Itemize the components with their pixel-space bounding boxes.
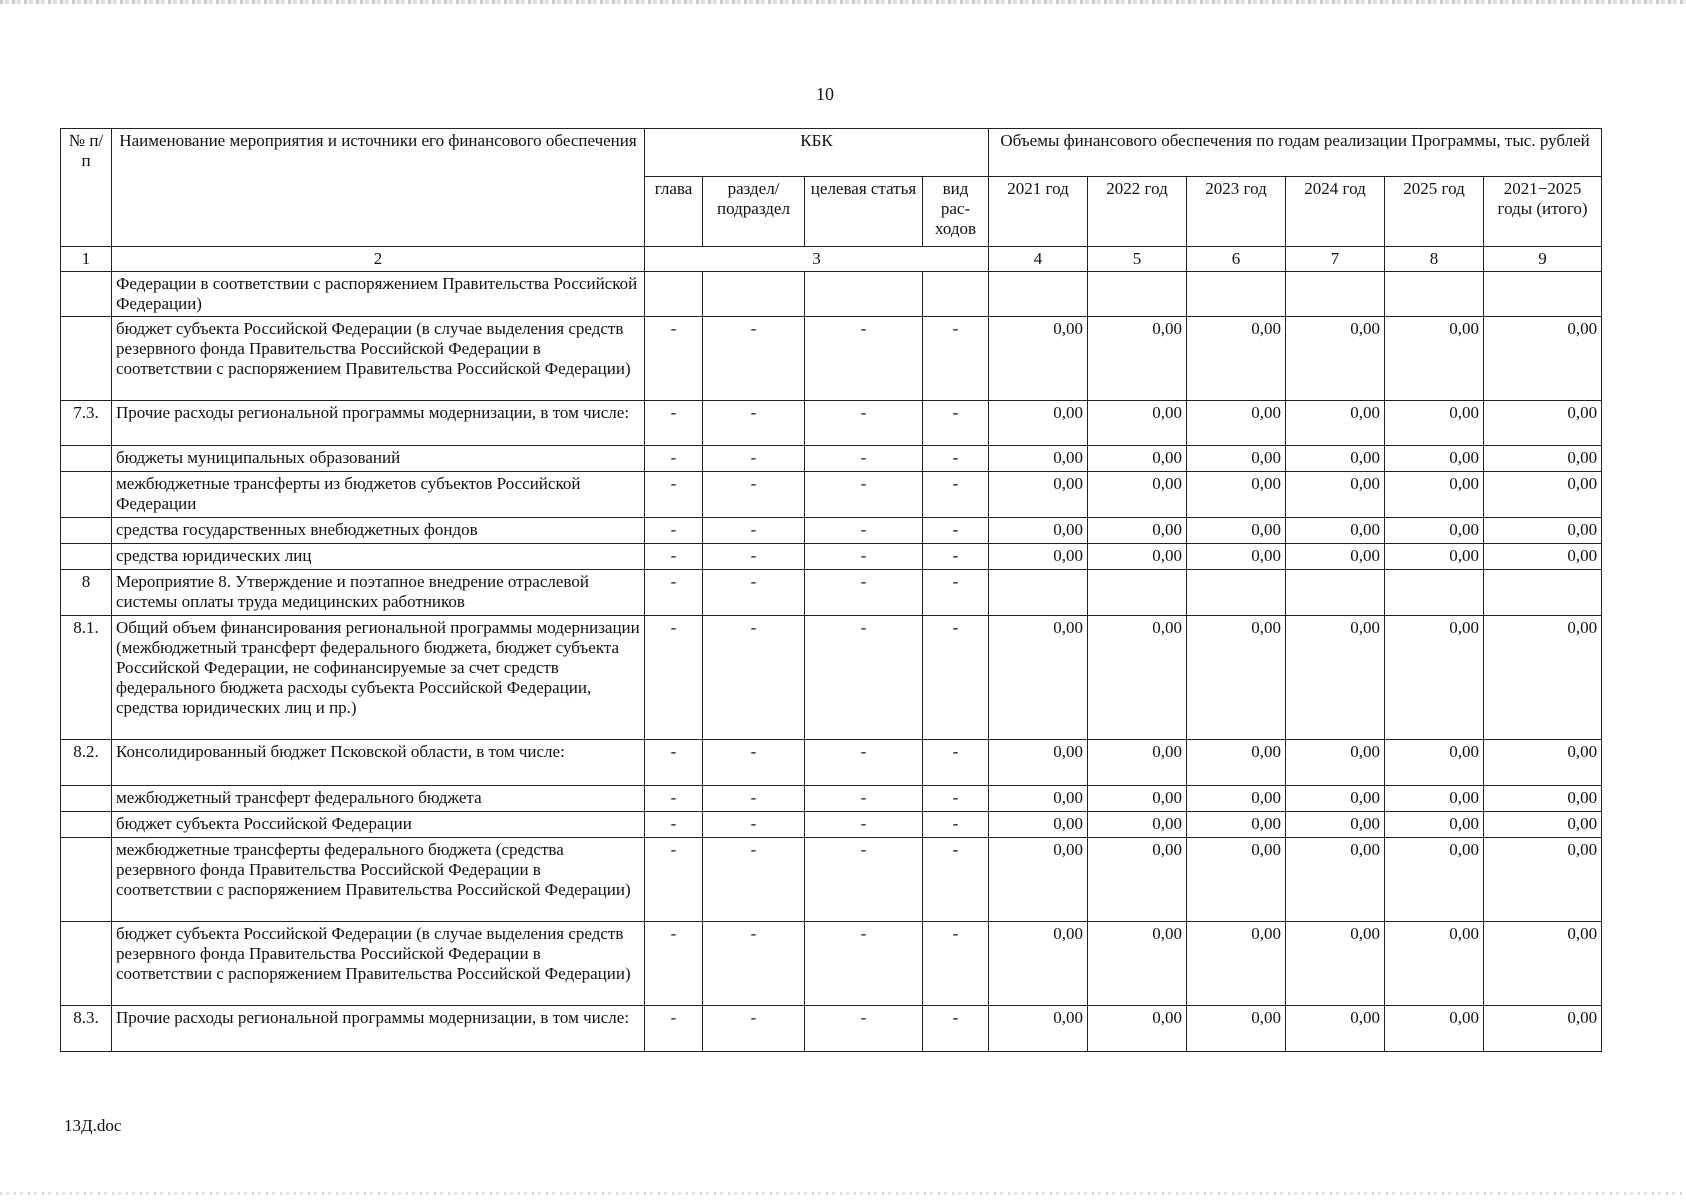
header-kbk: КБК	[645, 129, 989, 177]
kbk-chapter-cell: -	[645, 518, 703, 544]
value-2024: 0,00	[1286, 740, 1385, 786]
header-year-2021: 2021 год	[989, 177, 1088, 247]
value-total: 0,00	[1484, 922, 1602, 1006]
value-2021: 0,00	[989, 740, 1088, 786]
kbk-section-cell: -	[703, 616, 805, 740]
value-2023: 0,00	[1187, 317, 1286, 401]
row-name: Федерации в соответствии с распоряжением Правительства Российской Федерации)	[112, 272, 645, 317]
value-total: 0,00	[1484, 544, 1602, 570]
value-2025: 0,00	[1385, 1006, 1484, 1052]
header-kbk-section: раздел/ подраздел	[703, 177, 805, 247]
value-total	[1484, 570, 1602, 616]
kbk-section-cell: -	[703, 317, 805, 401]
value-2025: 0,00	[1385, 812, 1484, 838]
kbk-target-cell: -	[805, 518, 923, 544]
kbk-type-cell: -	[923, 616, 989, 740]
table-row	[61, 570, 1602, 616]
kbk-type-cell: -	[923, 401, 989, 446]
value-2023: 0,00	[1187, 838, 1286, 922]
row-number: 8.1.	[61, 616, 112, 740]
value-2025: 0,00	[1385, 616, 1484, 740]
value-total: 0,00	[1484, 838, 1602, 922]
row-name: бюджет субъекта Российской Федерации (в случае выделения средств резервного фонда Правительства Российской Федерации в соответствии с распоряжением Правительства Российской Федерации)	[112, 317, 645, 401]
value-2022: 0,00	[1088, 838, 1187, 922]
kbk-type-cell: -	[923, 472, 989, 518]
row-name: Мероприятие 8. Утверждение и поэтапное внедрение отраслевой системы оплаты труда медицинских работников	[112, 570, 645, 616]
value-2022: 0,00	[1088, 317, 1187, 401]
value-2022: 0,00	[1088, 472, 1187, 518]
index-cell: 7	[1286, 247, 1385, 272]
row-name: межбюджетный трансферт федерального бюджета	[112, 786, 645, 812]
value-total: 0,00	[1484, 401, 1602, 446]
value-total: 0,00	[1484, 317, 1602, 401]
index-cell: 6	[1187, 247, 1286, 272]
kbk-type-cell: -	[923, 812, 989, 838]
kbk-section-cell: -	[703, 812, 805, 838]
kbk-target-cell: -	[805, 740, 923, 786]
kbk-type-cell: -	[923, 922, 989, 1006]
row-name: межбюджетные трансферты федерального бюджета (средства резервного фонда Правительства Российской Федерации в соответствии с распоряжением Правительства Российской Федерации)	[112, 838, 645, 922]
table-row	[61, 838, 1602, 922]
value-2023: 0,00	[1187, 922, 1286, 1006]
row-number	[61, 317, 112, 401]
value-2021: 0,00	[989, 317, 1088, 401]
value-2024: 0,00	[1286, 518, 1385, 544]
kbk-section-cell: -	[703, 838, 805, 922]
value-total: 0,00	[1484, 446, 1602, 472]
index-cell: 9	[1484, 247, 1602, 272]
row-name: бюджеты муниципальных образований	[112, 446, 645, 472]
kbk-chapter-cell: -	[645, 812, 703, 838]
kbk-chapter-cell: -	[645, 740, 703, 786]
row-number	[61, 812, 112, 838]
kbk-section-cell	[703, 272, 805, 317]
kbk-target-cell: -	[805, 922, 923, 1006]
value-2021	[989, 570, 1088, 616]
kbk-target-cell: -	[805, 446, 923, 472]
row-name: Прочие расходы региональной программы модернизации, в том числе:	[112, 401, 645, 446]
header-no: № п/п	[61, 129, 112, 247]
row-number: 8	[61, 570, 112, 616]
value-2022: 0,00	[1088, 812, 1187, 838]
kbk-section-cell: -	[703, 922, 805, 1006]
kbk-type-cell: -	[923, 570, 989, 616]
value-2025: 0,00	[1385, 740, 1484, 786]
kbk-section-cell: -	[703, 472, 805, 518]
value-2022: 0,00	[1088, 544, 1187, 570]
index-cell: 4	[989, 247, 1088, 272]
kbk-target-cell: -	[805, 544, 923, 570]
kbk-section-cell: -	[703, 446, 805, 472]
kbk-chapter-cell: -	[645, 401, 703, 446]
row-name: средства государственных внебюджетных фондов	[112, 518, 645, 544]
value-2025: 0,00	[1385, 838, 1484, 922]
header-kbk-chapter: глава	[645, 177, 703, 247]
kbk-type-cell: -	[923, 446, 989, 472]
value-2021: 0,00	[989, 544, 1088, 570]
kbk-type-cell	[923, 272, 989, 317]
value-2025: 0,00	[1385, 518, 1484, 544]
value-2021: 0,00	[989, 838, 1088, 922]
value-total: 0,00	[1484, 1006, 1602, 1052]
kbk-section-cell: -	[703, 544, 805, 570]
kbk-type-cell: -	[923, 518, 989, 544]
value-2025: 0,00	[1385, 786, 1484, 812]
value-2021	[989, 272, 1088, 317]
kbk-chapter-cell: -	[645, 616, 703, 740]
row-number	[61, 446, 112, 472]
value-2024: 0,00	[1286, 401, 1385, 446]
value-2023: 0,00	[1187, 616, 1286, 740]
value-total: 0,00	[1484, 740, 1602, 786]
row-number: 8.3.	[61, 1006, 112, 1052]
value-2022	[1088, 570, 1187, 616]
header-year-2024: 2024 год	[1286, 177, 1385, 247]
value-total: 0,00	[1484, 518, 1602, 544]
value-2021: 0,00	[989, 616, 1088, 740]
row-name: бюджет субъекта Российской Федерации	[112, 812, 645, 838]
table-row	[61, 446, 1602, 472]
row-number	[61, 472, 112, 518]
kbk-chapter-cell	[645, 272, 703, 317]
row-number: 7.3.	[61, 401, 112, 446]
value-2021: 0,00	[989, 446, 1088, 472]
value-2022: 0,00	[1088, 1006, 1187, 1052]
row-number	[61, 786, 112, 812]
row-number: 8.2.	[61, 740, 112, 786]
scan-noise-bottom	[0, 1192, 1686, 1195]
value-2021: 0,00	[989, 922, 1088, 1006]
value-2023: 0,00	[1187, 544, 1286, 570]
header-volumes: Объемы финансового обеспечения по годам реализации Программы, тыс. рублей	[989, 129, 1602, 177]
value-total: 0,00	[1484, 812, 1602, 838]
table-row	[61, 544, 1602, 570]
value-2021: 0,00	[989, 812, 1088, 838]
value-2024: 0,00	[1286, 472, 1385, 518]
kbk-target-cell: -	[805, 472, 923, 518]
value-2024: 0,00	[1286, 838, 1385, 922]
value-2025	[1385, 272, 1484, 317]
value-2022: 0,00	[1088, 401, 1187, 446]
header-year-total: 2021−2025 годы (итого)	[1484, 177, 1602, 247]
header-year-2022: 2022 год	[1088, 177, 1187, 247]
value-2024: 0,00	[1286, 317, 1385, 401]
value-2025: 0,00	[1385, 401, 1484, 446]
value-2022: 0,00	[1088, 740, 1187, 786]
row-name: Общий объем финансирования региональной программы модернизации (межбюджетный трансферт федерального бюджета, бюджет субъекта Российской Федерации, не софинансируемые за счет средств федерального бюджета расходы субъекта Российской Федерации, средства юридических лиц и пр.)	[112, 616, 645, 740]
header-year-2023: 2023 год	[1187, 177, 1286, 247]
table-row	[61, 401, 1602, 446]
value-2023	[1187, 570, 1286, 616]
header-year-2025: 2025 год	[1385, 177, 1484, 247]
value-2023	[1187, 272, 1286, 317]
value-2022: 0,00	[1088, 922, 1187, 1006]
kbk-section-cell: -	[703, 786, 805, 812]
value-2025: 0,00	[1385, 446, 1484, 472]
kbk-type-cell: -	[923, 1006, 989, 1052]
table-row	[61, 272, 1602, 317]
index-cell: 2	[112, 247, 645, 272]
row-name: межбюджетные трансферты из бюджетов субъектов Российской Федерации	[112, 472, 645, 518]
value-2022: 0,00	[1088, 518, 1187, 544]
row-number	[61, 518, 112, 544]
kbk-chapter-cell: -	[645, 317, 703, 401]
kbk-chapter-cell: -	[645, 1006, 703, 1052]
header-kbk-target: целевая статья	[805, 177, 923, 247]
footer-filename: 13Д.doc	[64, 1116, 122, 1135]
index-cell: 8	[1385, 247, 1484, 272]
value-2024: 0,00	[1286, 786, 1385, 812]
value-2025: 0,00	[1385, 472, 1484, 518]
kbk-chapter-cell: -	[645, 446, 703, 472]
row-name: средства юридических лиц	[112, 544, 645, 570]
kbk-chapter-cell: -	[645, 544, 703, 570]
kbk-section-cell: -	[703, 570, 805, 616]
index-cell: 3	[645, 247, 989, 272]
kbk-target-cell	[805, 272, 923, 317]
kbk-type-cell: -	[923, 317, 989, 401]
row-number	[61, 838, 112, 922]
value-2023: 0,00	[1187, 740, 1286, 786]
value-2023: 0,00	[1187, 812, 1286, 838]
table-row	[61, 518, 1602, 544]
table-row	[61, 922, 1602, 1006]
kbk-target-cell: -	[805, 1006, 923, 1052]
kbk-type-cell: -	[923, 740, 989, 786]
table-body	[61, 272, 1602, 1052]
kbk-section-cell: -	[703, 401, 805, 446]
kbk-chapter-cell: -	[645, 922, 703, 1006]
value-2025	[1385, 570, 1484, 616]
page-number: 10	[816, 84, 834, 104]
scan-noise-top	[0, 0, 1686, 4]
value-2024: 0,00	[1286, 446, 1385, 472]
kbk-type-cell: -	[923, 838, 989, 922]
value-2022: 0,00	[1088, 446, 1187, 472]
kbk-section-cell: -	[703, 740, 805, 786]
value-2021: 0,00	[989, 518, 1088, 544]
kbk-chapter-cell: -	[645, 786, 703, 812]
row-name: бюджет субъекта Российской Федерации (в случае выделения средств резервного фонда Правительства Российской Федерации в соответствии с распоряжением Правительства Российской Федерации)	[112, 922, 645, 1006]
table-row	[61, 786, 1602, 812]
table-row	[61, 317, 1602, 401]
value-2023: 0,00	[1187, 786, 1286, 812]
row-number	[61, 544, 112, 570]
header-kbk-type: вид рас- ходов	[923, 177, 989, 247]
kbk-target-cell: -	[805, 812, 923, 838]
value-2023: 0,00	[1187, 446, 1286, 472]
kbk-target-cell: -	[805, 616, 923, 740]
table-row	[61, 616, 1602, 740]
value-2022	[1088, 272, 1187, 317]
kbk-target-cell: -	[805, 570, 923, 616]
value-2024: 0,00	[1286, 922, 1385, 1006]
value-total: 0,00	[1484, 472, 1602, 518]
value-2022: 0,00	[1088, 616, 1187, 740]
value-2022: 0,00	[1088, 786, 1187, 812]
value-2021: 0,00	[989, 401, 1088, 446]
value-2024: 0,00	[1286, 544, 1385, 570]
table-row	[61, 472, 1602, 518]
kbk-section-cell: -	[703, 1006, 805, 1052]
row-number	[61, 922, 112, 1006]
row-name: Консолидированный бюджет Псковской области, в том числе:	[112, 740, 645, 786]
kbk-chapter-cell: -	[645, 472, 703, 518]
kbk-chapter-cell: -	[645, 570, 703, 616]
value-2021: 0,00	[989, 786, 1088, 812]
value-2023: 0,00	[1187, 472, 1286, 518]
kbk-target-cell: -	[805, 317, 923, 401]
kbk-section-cell: -	[703, 518, 805, 544]
value-2025: 0,00	[1385, 922, 1484, 1006]
kbk-target-cell: -	[805, 786, 923, 812]
value-2024: 0,00	[1286, 1006, 1385, 1052]
kbk-target-cell: -	[805, 838, 923, 922]
value-2024	[1286, 570, 1385, 616]
kbk-type-cell: -	[923, 544, 989, 570]
value-2024	[1286, 272, 1385, 317]
value-2025: 0,00	[1385, 544, 1484, 570]
value-total: 0,00	[1484, 786, 1602, 812]
value-2021: 0,00	[989, 472, 1088, 518]
index-cell: 5	[1088, 247, 1187, 272]
index-cell: 1	[61, 247, 112, 272]
value-2024: 0,00	[1286, 812, 1385, 838]
row-name: Прочие расходы региональной программы модернизации, в том числе:	[112, 1006, 645, 1052]
table-row	[61, 1006, 1602, 1052]
value-2023: 0,00	[1187, 401, 1286, 446]
kbk-target-cell: -	[805, 401, 923, 446]
table-row	[61, 740, 1602, 786]
value-2025: 0,00	[1385, 317, 1484, 401]
financing-table	[60, 128, 1602, 1052]
kbk-type-cell: -	[923, 786, 989, 812]
header-name: Наименование мероприятия и источники его финансового обеспечения	[112, 129, 645, 247]
value-2024: 0,00	[1286, 616, 1385, 740]
value-total	[1484, 272, 1602, 317]
table-row	[61, 812, 1602, 838]
value-2021: 0,00	[989, 1006, 1088, 1052]
value-2023: 0,00	[1187, 518, 1286, 544]
row-number	[61, 272, 112, 317]
value-2023: 0,00	[1187, 1006, 1286, 1052]
value-total: 0,00	[1484, 616, 1602, 740]
kbk-chapter-cell: -	[645, 838, 703, 922]
